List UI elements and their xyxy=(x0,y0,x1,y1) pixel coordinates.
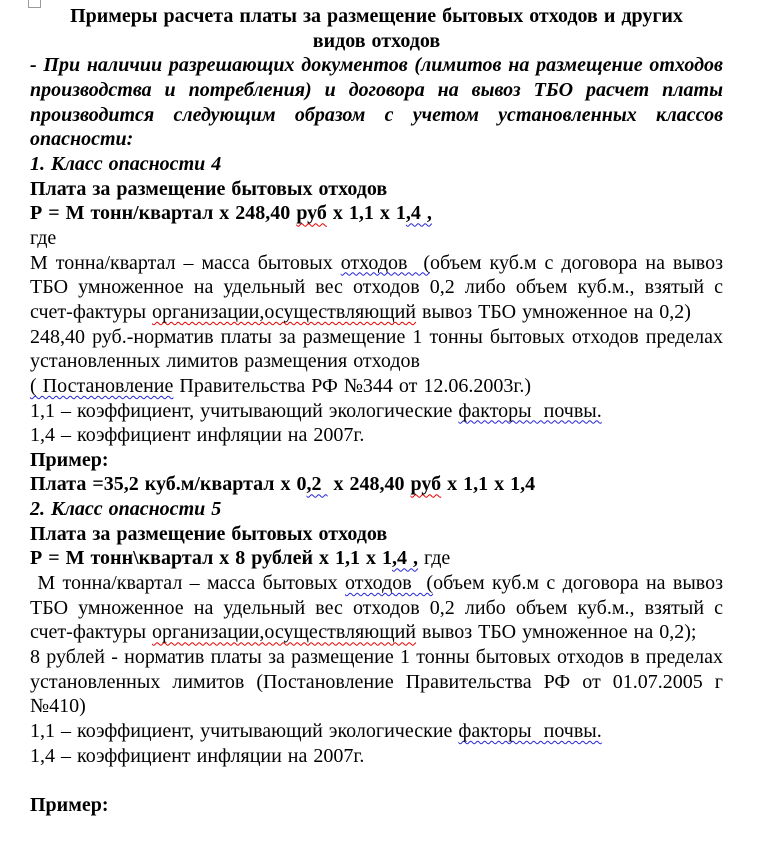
rate-definition-1 xyxy=(30,325,723,374)
text-run: видов отходов xyxy=(312,29,441,52)
text-run: организации,осуществляющий xyxy=(152,300,416,323)
text-run: Р = М тонн/квартал х 248,40 xyxy=(30,202,297,225)
text-run: факторы почвы. xyxy=(458,399,602,422)
text-run: руб xyxy=(410,473,442,496)
mass-definition-2 xyxy=(30,571,723,645)
text-run: ,4 , xyxy=(392,547,419,570)
coefficient-2-4 xyxy=(30,744,723,769)
text-run: х 1,1 х 1 xyxy=(326,202,406,225)
text-run: Плата за размещение бытовых отходов xyxy=(30,177,388,200)
text-run: ,4 , xyxy=(405,202,432,225)
text-run: 2. Класс опасности 5 xyxy=(30,498,222,521)
text-run: объем куб.м с договора на вывоз ТБО умноженное на удельный вес отходов 0,2 либо объем куб.м., взятый с счет-фактуры xyxy=(30,572,724,644)
coefficient-2-1 xyxy=(30,719,723,744)
blank-line xyxy=(30,768,723,793)
text-run: Пример: xyxy=(30,448,109,471)
text-run: Р = М тонн\квартал х 8 рублей х 1,1 х 1 xyxy=(30,547,393,570)
text-run: х 248,40 xyxy=(327,473,411,496)
example-heading-1 xyxy=(30,448,723,473)
text-run: Правительства РФ №344 от 12.06.2003г.) xyxy=(173,374,531,397)
text-run: 248,40 руб.-норматив платы за размещение 1 тонны бытовых отходов пределах установленных лимитов размещения отходов xyxy=(30,325,723,373)
formula-class-5 xyxy=(30,546,723,571)
text-run: М тонна/квартал – масса бытовых xyxy=(30,572,345,595)
text-run: 1,1 – коэффициент, учитывающий экологические xyxy=(30,399,459,422)
text-run: где xyxy=(418,547,451,570)
doc-title xyxy=(30,4,723,53)
text-run: вывоз ТБО умноженное на 0,2) xyxy=(416,300,691,323)
mass-definition-1 xyxy=(30,251,723,325)
text-run: 1,4 – коэффициент инфляции на 2007г. xyxy=(30,424,365,447)
text-run: ( Постановление xyxy=(30,374,174,397)
text-run: организации,осуществляющий xyxy=(152,621,416,644)
hazard-class-5-heading xyxy=(30,497,723,522)
text-run: руб xyxy=(296,202,327,225)
decree-reference-1 xyxy=(30,374,723,399)
text-run: 1. Класс опасности 4 xyxy=(30,152,222,175)
text-run: отходов ( xyxy=(344,572,434,595)
rate-definition-2 xyxy=(30,645,723,719)
example-heading-2 xyxy=(30,793,723,818)
text-run: Плата =35,2 куб.м/квартал х 0 xyxy=(30,473,307,496)
hazard-class-4-heading xyxy=(30,152,723,177)
payment-heading-2 xyxy=(30,522,723,547)
text-run: Примеры расчета платы за размещение бытовых отходов и других xyxy=(70,5,683,27)
formula-class-4 xyxy=(30,201,723,226)
example-formula-1 xyxy=(30,472,723,497)
text-run: объем куб.м с договора на вывоз ТБО умноженное на удельный вес отходов 0,2 либо объем куб.м., взятый с счет-фактуры xyxy=(30,251,723,323)
text-run: Плата за размещение бытовых отходов xyxy=(30,522,388,545)
text-run: 1,4 – коэффициент инфляции на 2007г. xyxy=(30,744,365,767)
object-anchor-icon xyxy=(28,0,41,8)
payment-heading-1 xyxy=(30,177,723,202)
text-run: х 1,1 х 1,4 xyxy=(441,473,536,496)
text-run: где xyxy=(30,226,57,249)
text-run: 1,1 – коэффициент, учитывающий экологические xyxy=(30,720,459,743)
intro-paragraph xyxy=(30,53,723,152)
text-run: ,2 xyxy=(306,473,328,496)
text-run: - При наличии разрешающих документов (лимитов на размещение отходов производства и потребления) и договора на вывоз ТБО расчет платы производится следующим образом с учетом установленных классов опасности: xyxy=(30,54,723,151)
text-run: факторы почвы. xyxy=(458,720,602,743)
text-run: отходов ( xyxy=(340,251,431,274)
text-run: Пример: xyxy=(30,794,109,816)
coefficient-1-4 xyxy=(30,423,723,448)
where-label xyxy=(30,226,723,251)
document-body xyxy=(30,4,723,818)
coefficient-1-1 xyxy=(30,399,723,424)
text-run: 8 рублей - норматив платы за размещение 1 тонны бытовых отходов в пределах установленных лимитов (Постановление Правительства РФ от 01.07.2005 г №410) xyxy=(30,646,723,718)
text-run: вывоз ТБО умноженное на 0,2); xyxy=(416,621,697,644)
text-run: М тонна/квартал – масса бытовых xyxy=(30,251,341,274)
